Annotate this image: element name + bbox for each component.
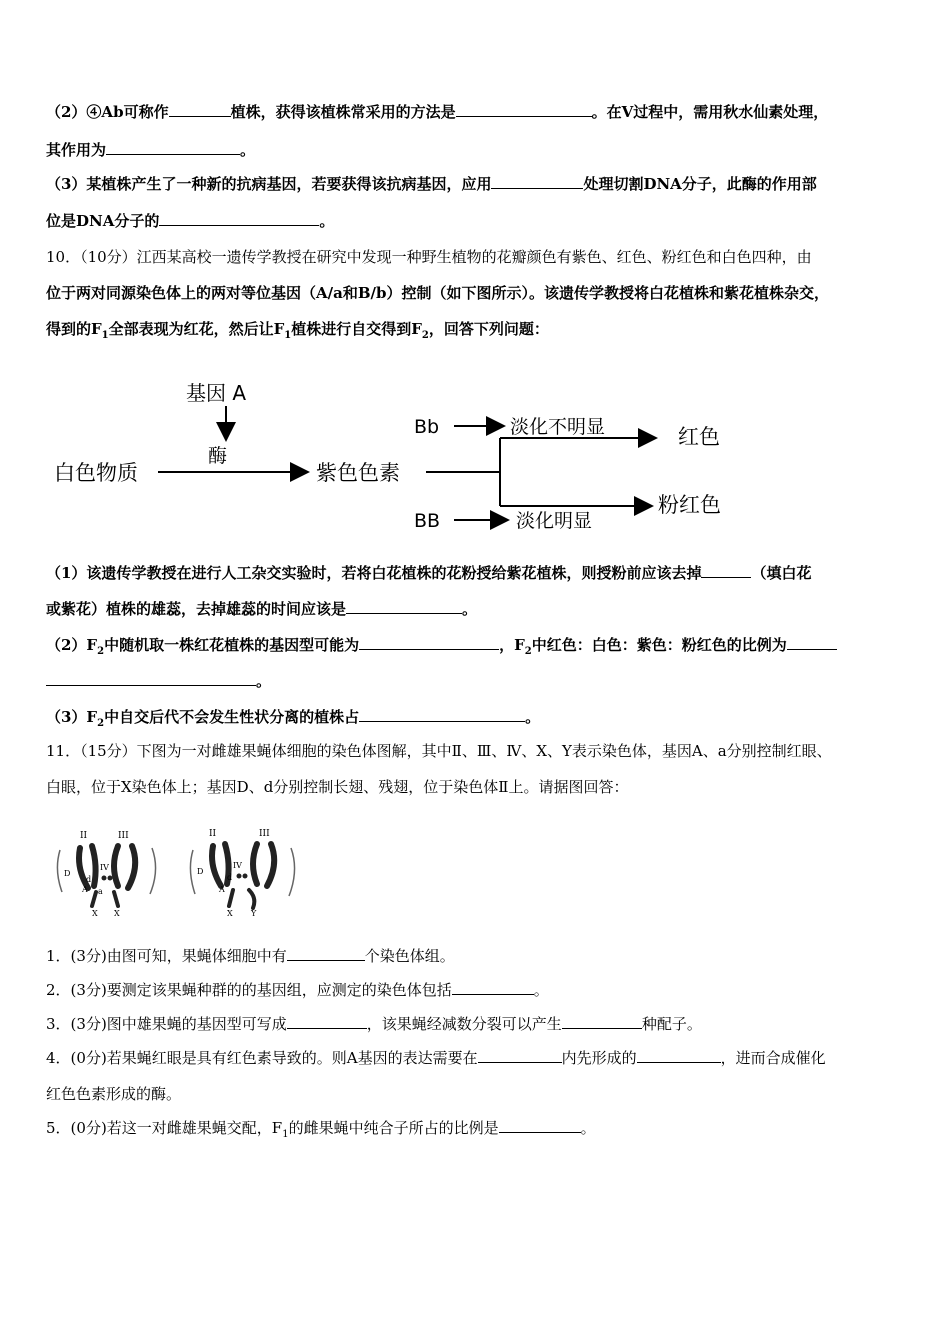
q11-stem-line1: 11．（15分）下图为一对雌雄果蝇体细胞的染色体图解，其中Ⅱ、Ⅲ、Ⅳ、X、Y表示染色体，基因A、a分别控制红眼、: [46, 742, 832, 760]
label-d-lower: d: [86, 875, 92, 884]
q10-1-line1: （1）该遗传学教授在进行人工杂交实验时，若将白花植株的花粉授给紫花植株，则授粉前应该去掉 （填白花: [46, 564, 812, 582]
female-karyotype: [57, 831, 155, 918]
label-y: Y: [251, 909, 257, 918]
answer-blank[interactable]: [359, 635, 499, 650]
q11-3: 3．(3分)图中雄果蝇的基因型可写成 ，该果蝇经减数分裂可以产生 种配子。: [46, 1015, 702, 1033]
q11-stem-line2: 白眼，位于X染色体上；基因D、d分别控制长翅、残翅，位于染色体Ⅱ上。请据图回答：: [46, 778, 629, 796]
q10-2-line2: 。: [46, 671, 916, 691]
label-a-upper: A: [82, 885, 88, 894]
chromosome-iv: [237, 874, 242, 879]
chromosome-iii: [128, 846, 135, 888]
genotype-bb-het-label: Bb: [414, 416, 440, 438]
answer-blank[interactable]: [169, 102, 231, 117]
label-iii: III: [118, 831, 129, 841]
dilute-weak-label: 淡化不明显: [510, 416, 606, 438]
chromosome-iii: [267, 844, 274, 886]
gene-a-label: 基因 A: [186, 381, 247, 405]
q11-4-line2: 红色色素形成的酶。: [46, 1085, 182, 1103]
q10-1-line2: 或紫花）植株的雄蕊，去掉雄蕊的时间应该是 。: [46, 600, 478, 618]
answer-blank[interactable]: [499, 1118, 581, 1133]
chromosome-x: [92, 892, 96, 906]
q9-3-line2: 位是DNA分子的 。: [46, 212, 335, 230]
answer-blank[interactable]: [491, 174, 583, 189]
chromosome-iv: [108, 876, 113, 881]
chromosome-iii: [253, 844, 257, 884]
q10-2-line1: $(2)F_2$中随机取一株红花植株的基因型可能为 ，$F_2$中红色：白色：紫色：粉红色的比例为: [46, 635, 916, 662]
cell-outline-left: [190, 850, 195, 894]
q10-stem-line2: 位于两对同源染色体上的两对等位基因（A/a和B/b）控制（如下图所示）。该遗传学教授将白花植株和紫花植株杂交，: [46, 284, 829, 302]
red-label: 红色: [678, 425, 720, 449]
answer-blank[interactable]: [637, 1048, 721, 1063]
answer-blank[interactable]: [787, 635, 837, 650]
label-iv: IV: [233, 861, 242, 870]
chromosome-x: [229, 890, 233, 906]
q11-2: 2．(3分)要测定该果蝇种群的的基因组，应测定的染色体包括 。: [46, 981, 549, 999]
dilute-strong-label: 淡化明显: [516, 510, 593, 532]
cell-outline-right: [289, 848, 295, 896]
label-d-upper: D: [197, 867, 204, 876]
q11-5: 5．(0分)若这一对雌雄果蝇交配，$F_1$的雌果蝇中纯合子所占的比例是 。: [46, 1119, 596, 1140]
answer-blank[interactable]: [287, 1014, 367, 1029]
male-karyotype: [190, 829, 294, 918]
enzyme-label: 酶: [208, 445, 228, 467]
q10-stem-line1: 10．（10分）江西某高校一遗传学教授在研究中发现一种野生植物的花瓣颜色有紫色、红色、粉红色和白色四种，由: [46, 248, 812, 266]
chromosome-x: [114, 892, 118, 906]
answer-blank[interactable]: [159, 211, 319, 226]
answer-blank[interactable]: [701, 563, 751, 578]
cell-outline-right: [150, 848, 156, 894]
chromosome-ii: [212, 846, 221, 886]
label-iii: III: [259, 829, 270, 839]
fruit-fly-chromosome-figure: [52, 820, 312, 920]
genotype-bb-hom-label: BB: [414, 510, 441, 532]
answer-blank[interactable]: [562, 1014, 642, 1029]
label-x: X: [227, 909, 233, 918]
chromosome-iv: [243, 874, 248, 879]
q11-1: 1．(3分)由图可知，果蝇体细胞中有 个染色体组。: [46, 947, 455, 965]
answer-blank[interactable]: [359, 707, 525, 722]
answer-blank[interactable]: [452, 980, 534, 995]
q9-2-line1: （2）④Ab可称作 植株，获得该植株常采用的方法是 。在V过程中，需用秋水仙素处理，: [46, 103, 829, 121]
chromosome-y: [249, 890, 254, 908]
answer-blank[interactable]: [287, 946, 365, 961]
chromosome-ii: [92, 846, 96, 886]
chromosome-iv: [102, 876, 107, 881]
white-substance-label: 白色物质: [54, 461, 138, 485]
label-d-lower: d: [227, 873, 233, 882]
label-a: A: [219, 885, 225, 894]
label-x: X: [92, 909, 98, 918]
q10-3-line: $(3)F_2$中自交后代不会发生性状分离的植株占 。: [46, 708, 541, 729]
answer-blank[interactable]: [346, 599, 462, 614]
label-d-upper: D: [64, 869, 71, 878]
label-ii: II: [80, 831, 88, 841]
label-iv: IV: [100, 863, 109, 872]
label-a-lower: a: [98, 887, 103, 896]
cell-outline-left: [57, 850, 62, 892]
chromosome-iii: [114, 846, 118, 886]
pigment-pathway-diagram: [46, 372, 746, 540]
answer-blank[interactable]: [456, 102, 592, 117]
q9-2-line2: 其作用为 。: [46, 141, 256, 159]
answer-blank[interactable]: [46, 671, 256, 686]
q10-stem-line3: 得到的$F_1$全部表现为红花，然后让$F_1$植株进行自交得到$F_2$，回答下列问题：: [46, 320, 549, 341]
label-x: X: [114, 909, 120, 918]
q11-4-line1: 4．(0分)若果蝇红眼是具有红色素导致的。则A基因的表达需要在 内先形成的 ，进而合成催化: [46, 1049, 826, 1067]
pink-label: 粉红色: [658, 493, 721, 517]
label-ii: II: [209, 829, 217, 839]
answer-blank[interactable]: [106, 140, 240, 155]
answer-blank[interactable]: [478, 1048, 562, 1063]
purple-pigment-label: 紫色色素: [316, 461, 400, 485]
q9-3-line1: （3）某植株产生了一种新的抗病基因，若要获得该抗病基因，应用 处理切割DNA分子，此酶的作用部: [46, 175, 817, 193]
